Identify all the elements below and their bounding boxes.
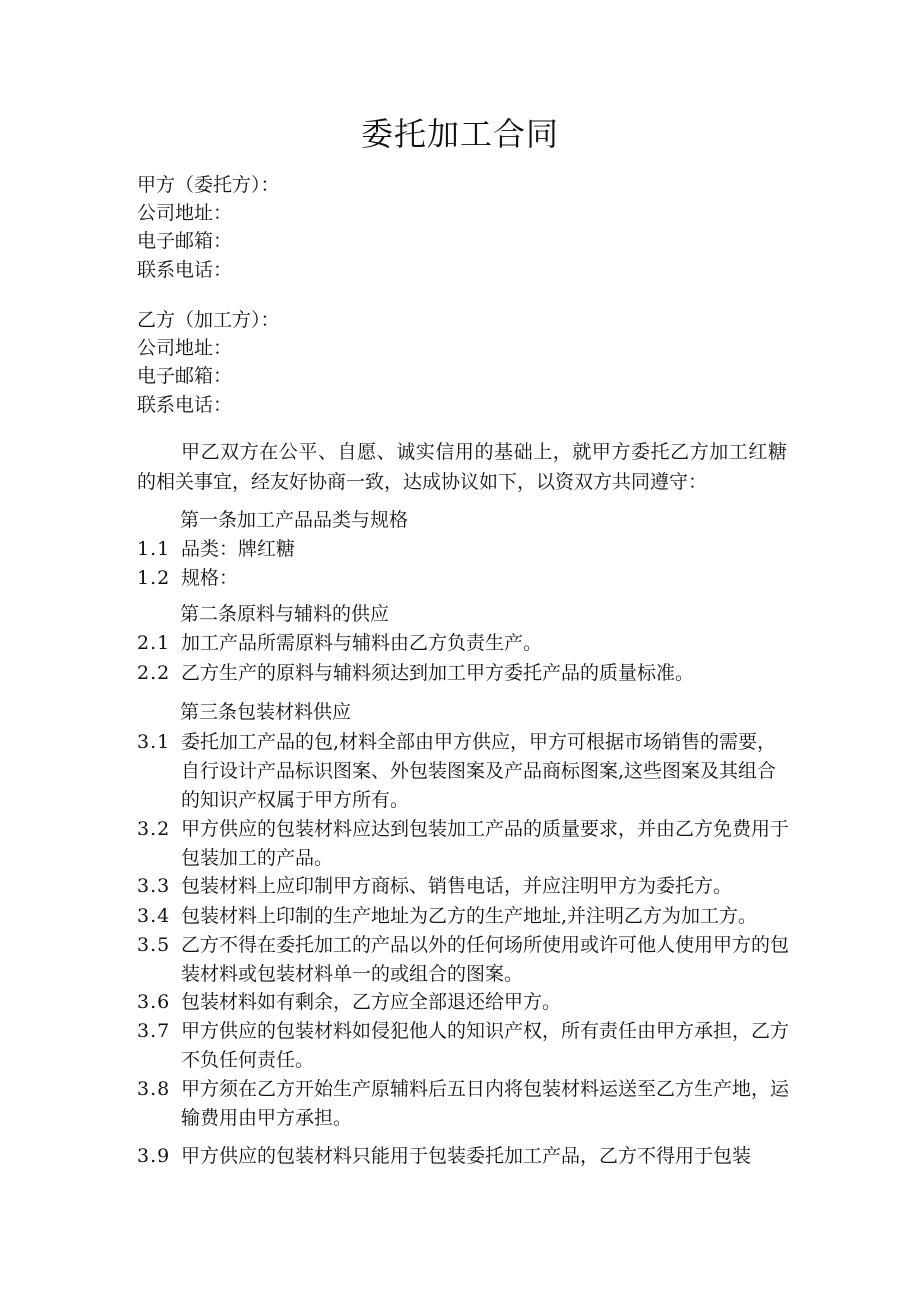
party-a-address: 公司地址： — [137, 202, 233, 224]
clause-number: 2.1 — [137, 632, 171, 654]
clause-number: 3.3 — [137, 875, 171, 897]
article-2-heading: 第二条原料与辅料的供应 — [180, 603, 390, 625]
clause-text: 委托加工产品的包,材料全部由甲方供应，甲方可根据市场销售的需要，自行设计产品标识图案、外包装图案及产品商标图案,这些图案及其组合的知识产权属于甲方所有。 — [181, 731, 777, 811]
clause-number: 2.2 — [137, 662, 171, 684]
clause-text: 包装材料上印制的生产地址为乙方的生产地址,并注明乙方为加工方。 — [181, 905, 758, 927]
clause-number: 3.5 — [137, 934, 171, 956]
party-b-email: 电子邮箱： — [137, 365, 233, 387]
clause-3-4 — [137, 902, 793, 931]
clause-text: 品类：牌红糖 — [181, 538, 296, 560]
clause-3-2 — [137, 815, 793, 873]
party-b-label: 乙方（加工方）： — [137, 309, 280, 331]
clause-3-8 — [137, 1075, 793, 1133]
document-title: 委托加工合同 — [360, 115, 559, 153]
preamble-paragraph: 甲乙双方在公平、自愿、诚实信用的基础上，就甲方委托乙方加工红糖的相关事宜，经友好协商一致，达成协议如下，以资双方共同遵守： — [137, 441, 787, 493]
clause-3-7 — [137, 1017, 793, 1075]
clause-text: 乙方生产的原料与辅料须达到加工甲方委托产品的质量标准。 — [181, 662, 695, 684]
clause-number: 3.1 — [137, 731, 171, 753]
clause-text: 包装材料如有剩余，乙方应全部退还给甲方。 — [181, 991, 562, 1013]
clause-text: 乙方不得在委托加工的产品以外的任何场所使用或许可他人使用甲方的包装材料或包装材料单一的或组合的图案。 — [181, 934, 790, 985]
party-a-label: 甲方（委托方）： — [137, 174, 280, 196]
clause-3-5 — [137, 931, 793, 989]
clause-number: 1.2 — [137, 567, 171, 589]
article-1-heading: 第一条加工产品品类与规格 — [180, 509, 409, 531]
clause-text: 甲方供应的包装材料只能用于包装委托加工产品，乙方不得用于包装 — [181, 1145, 752, 1167]
party-a-phone: 联系电话： — [137, 259, 233, 281]
clause-number: 3.7 — [137, 1020, 171, 1042]
clause-number: 3.2 — [137, 818, 171, 840]
clause-2-2 — [137, 659, 793, 688]
article-3-heading: 第三条包装材料供应 — [180, 701, 352, 723]
party-a-email: 电子邮箱： — [137, 230, 233, 252]
clause-1-2 — [137, 564, 793, 593]
clause-3-6 — [137, 988, 793, 1017]
party-b-address: 公司地址： — [137, 337, 233, 359]
clause-text: 甲方供应的包装材料应达到包装加工产品的质量要求，并由乙方免费用于包装加工的产品。 — [181, 818, 790, 869]
clause-text: 甲方供应的包装材料如侵犯他人的知识产权，所有责任由甲方承担，乙方不负任何责任。 — [181, 1020, 790, 1071]
clause-text: 规格： — [181, 567, 239, 589]
party-b-phone: 联系电话： — [137, 394, 233, 416]
clause-1-1 — [137, 535, 793, 564]
clause-2-1 — [137, 629, 793, 658]
clause-3-3 — [137, 872, 793, 901]
clause-text: 甲方须在乙方开始生产原辅料后五日内将包装材料运送至乙方生产地，运输费用由甲方承担。 — [181, 1078, 790, 1129]
clause-number: 3.8 — [137, 1078, 171, 1100]
clause-number: 3.6 — [137, 991, 171, 1013]
clause-3-9 — [137, 1142, 793, 1171]
clause-text: 加工产品所需原料与辅料由乙方负责生产。 — [181, 632, 543, 654]
clause-number: 1.1 — [137, 538, 171, 560]
clause-number: 3.9 — [137, 1145, 171, 1167]
clause-3-1 — [137, 728, 793, 815]
clause-text: 包装材料上应印制甲方商标、销售电话，并应注明甲方为委托方。 — [181, 875, 733, 897]
clause-number: 3.4 — [137, 905, 171, 927]
